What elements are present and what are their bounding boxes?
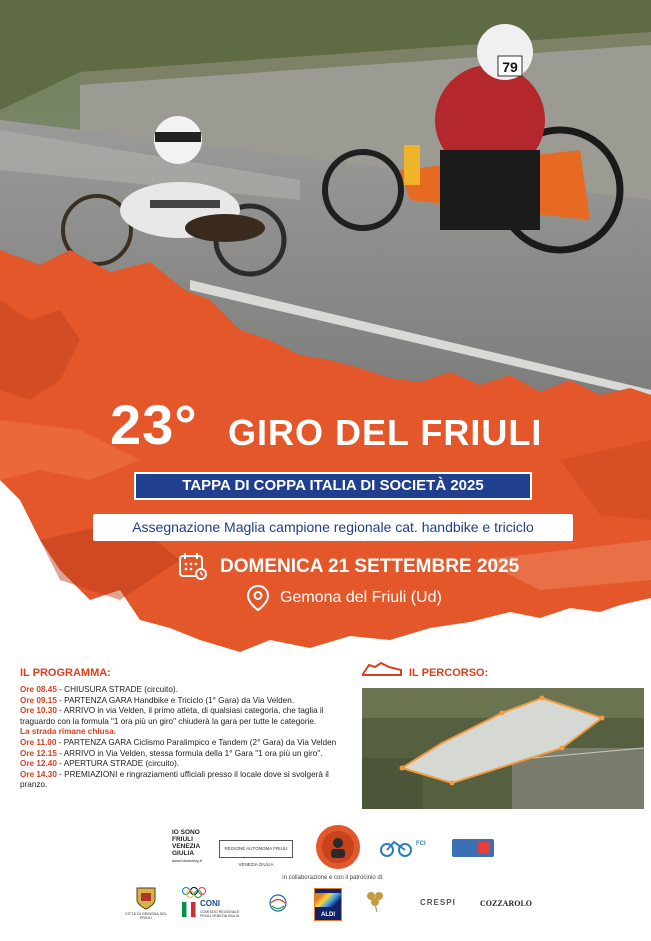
paralympic-cycling-logo	[452, 839, 494, 857]
coni-subtitle: COMITATO REGIONALE FRIULI VENEZIA GIULIA	[200, 910, 240, 918]
club-badge-logo	[314, 823, 362, 871]
edition-number: 23°	[110, 393, 198, 456]
location-pin-icon	[246, 584, 270, 612]
program-item: Ore 14.30 - PREMIAZIONI e ringraziamenti ufficiali presso il locale dove si svolgerà il pranzo.	[20, 769, 329, 790]
program-item: Ore 12.15 - ARRIVO in Via Velden, stessa formula della 1° Gara "1 ora più un giro".	[20, 748, 323, 758]
route-map-image	[362, 688, 644, 809]
program-title: IL PROGRAMMA:	[20, 667, 111, 679]
olympic-rings-icon	[181, 886, 207, 898]
gemona-coat-of-arms	[135, 884, 157, 910]
gemona-city-label: CITTÀ DI GEMONA DEL FRIULI	[125, 912, 167, 920]
program-note: La strada rimane chiusa.	[20, 727, 117, 737]
stage-banner: TAPPA DI COPPA ITALIA DI SOCIETÀ 2025	[134, 472, 532, 500]
program-item: Ore 12.40 - APERTURA STRADE (circuito).	[20, 759, 180, 769]
program-item: Ore 08.45 - CHIUSURA STRADE (circuito).	[20, 685, 178, 694]
cozzarolo-logo: COZZAROLO	[480, 899, 533, 908]
route-map	[362, 688, 644, 809]
program-list	[20, 685, 355, 791]
program-item: Ore 09.15 - PARTENZA GARA Handbike e Triciclo (1° Gara) da Via Velden.	[20, 695, 295, 705]
fci-cycling-icon	[379, 838, 413, 858]
event-location: Gemona del Friuli (Ud)	[280, 589, 442, 606]
collab-caption: in collaborazione e con il patrocinio di:	[282, 875, 384, 881]
award-banner: Assegnazione Maglia campione regionale cat. handbike e triciclo	[93, 514, 573, 541]
calendar-icon	[178, 551, 208, 581]
program-item: Ore 11.00 - PARTENZA GARA Ciclismo Paralimpico e Tandem (2° Gara) da Via Velden	[20, 737, 337, 747]
region-logo: REGIONE AUTONOMA FRIULI VENEZIA GIULIA	[219, 840, 293, 858]
coni-logo: CONI	[200, 899, 220, 908]
fci-logo: FCI	[416, 841, 426, 847]
event-title: GIRO DEL FRIULI	[228, 412, 543, 453]
event-date: DOMENICA 21 SETTEMBRE 2025	[220, 556, 520, 577]
route-title: IL PERCORSO:	[409, 667, 489, 679]
bib-number: 79	[502, 59, 518, 75]
clover-logo	[364, 888, 386, 914]
route-shoe-icon	[361, 661, 403, 677]
italy-shield-icon	[181, 901, 197, 919]
aldi-logo: ALDI	[314, 888, 342, 921]
iosonofvg-logo: IO SONO FRIULI VENEZIA GIULIA www.iosonofvg.it	[172, 829, 202, 863]
paralympic-logo	[260, 893, 296, 917]
crespi-logo: CRESPI	[420, 898, 456, 907]
program-item: Ore 10.30 - ARRIVO in via Velden, il primo atleta, di qualsiasi categoria, che taglia il traguardo con la formula "1 ora più un giro" chiuderà la gara per tutte le categorie.	[20, 706, 324, 726]
